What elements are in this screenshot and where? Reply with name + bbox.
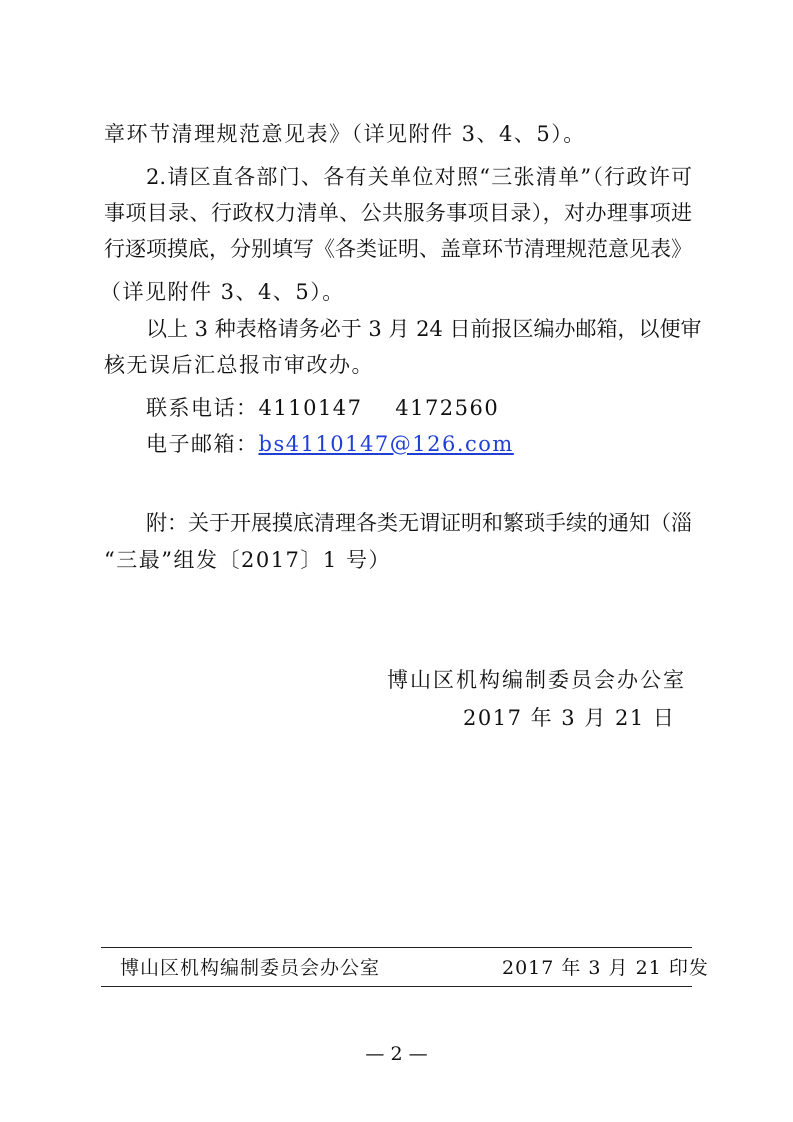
body-line-6: 以上 3 种表格请务必于 3 月 24 日前报区编办邮箱，以便审	[146, 317, 702, 341]
footer-issued: 2017 年 3 月 21 印发	[502, 957, 709, 979]
footer-bottom-rule	[101, 986, 692, 987]
body-line-3: 事项目录、行政权力清单、公共服务事项目录），对办理事项进	[104, 201, 692, 225]
contact-email-line	[146, 431, 514, 457]
page-number: — 2 —	[365, 1043, 428, 1065]
body-line-5: （详见附件 3、4、5）。	[100, 280, 345, 304]
body-line-1: 章环节清理规范意见表》（详见附件 3、4、5）。	[104, 122, 586, 146]
email-label: 电子邮箱：	[146, 432, 259, 456]
email-link[interactable]: bs4110147@126.com	[258, 432, 514, 456]
signature-org: 博山区机构编制委员会办公室	[387, 668, 686, 692]
body-line-7: 核无误后汇总报市审改办。	[104, 353, 374, 377]
body-line-2: 2.请区直各部门、各有关单位对照“三张清单”（行政许可	[146, 165, 692, 189]
attachment-line-2: “三最”组发〔2017〕1 号）	[104, 548, 391, 572]
phone-numbers: 4110147 4172560	[258, 396, 500, 420]
attachment-line-1: 附：关于开展摸底清理各类无谓证明和繁琐手续的通知（淄	[146, 511, 692, 535]
footer-org: 博山区机构编制委员会办公室	[120, 957, 381, 979]
signature-date: 2017 年 3 月 21 日	[463, 706, 676, 730]
contact-phone-line	[146, 395, 499, 421]
body-line-4: 行逐项摸底，分别填写《各类证明、盖章环节清理规范意见表》	[104, 237, 692, 261]
phone-label: 联系电话：	[146, 396, 259, 420]
footer-top-rule	[101, 947, 692, 948]
